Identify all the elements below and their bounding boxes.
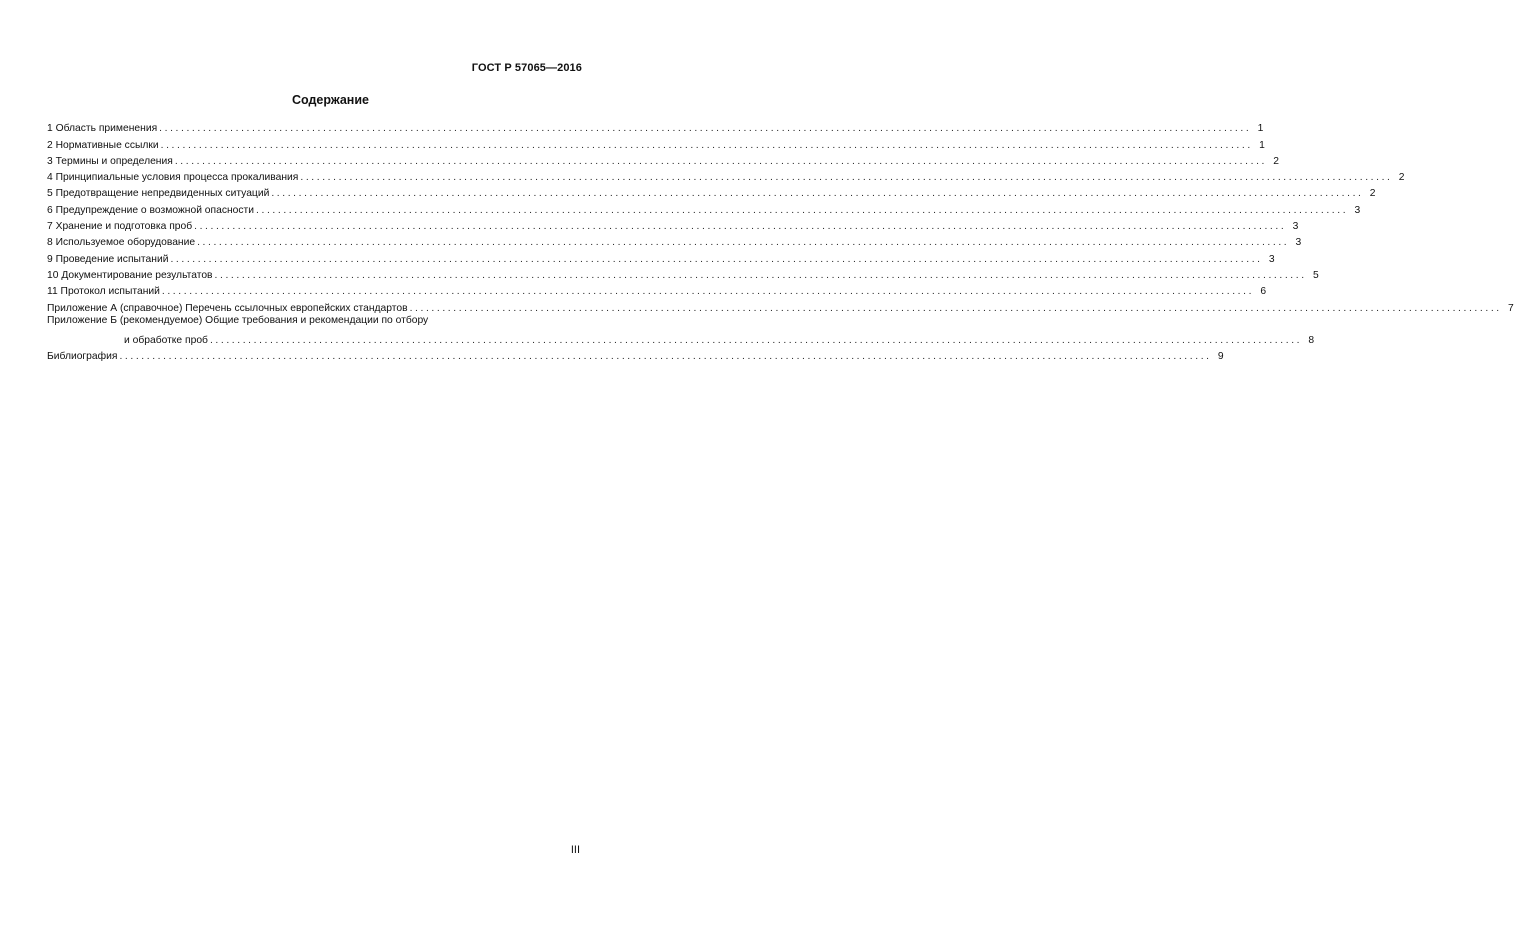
toc-entry-page: 2 [1398, 172, 1405, 184]
toc-entry-page: 1 [1259, 139, 1265, 151]
toc-entry-page: 3 [1292, 221, 1299, 233]
toc-leader-dots: ........................................................................................................................................................................................................ [119, 351, 1212, 363]
toc-leader-dots: ........................................................................................................................................................................................................ [271, 188, 1364, 200]
toc-entry-page: 3 [1268, 253, 1275, 265]
toc-entry-text: 2 Нормативные ссылки [47, 139, 159, 151]
toc-entry[interactable] [47, 184, 1376, 200]
page-number: III [570, 844, 580, 856]
toc-entry-text: 8 Используемое оборудование [47, 237, 196, 249]
toc-entry-page: 3 [1354, 204, 1361, 216]
toc-leader-dots: ........................................................................................................................................................................................................ [161, 286, 1255, 298]
toc-entry-text: 10 Документирование результатов [47, 269, 213, 281]
toc-entry[interactable] [47, 152, 1279, 168]
toc-entry-page: 9 [1217, 351, 1224, 363]
toc-entry-page: 2 [1273, 155, 1279, 167]
toc-entry-text: Библиография [47, 351, 118, 363]
toc-entry-page: 1 [1257, 123, 1264, 135]
toc-entry-appendix-b-line2[interactable] [47, 331, 1315, 347]
toc-leader-dots: ........................................................................................................................................................................................................ [159, 123, 1252, 135]
toc-leader-dots: ........................................................................................................................................................................................................ [209, 335, 1303, 347]
toc-leader-dots: ........................................................................................................................................................................................................ [214, 269, 1307, 281]
table-of-contents [47, 119, 1514, 363]
toc-entry-text: 7 Хранение и подготовка проб [47, 221, 193, 233]
toc-leader-dots: ........................................................................................................................................................................................................ [256, 204, 1349, 216]
toc-entry-text: 6 Предупреждение о возможной опасности [47, 204, 255, 216]
standard-code: ГОСТ Р 57065—2016 [471, 62, 582, 74]
toc-entry-text: 1 Область применения [47, 123, 158, 135]
toc-entry-appendix-b-line1[interactable] [47, 315, 583, 331]
toc-entry-text: 5 Предотвращение непредвиденных ситуаций [47, 188, 270, 200]
toc-entry[interactable] [47, 217, 1299, 233]
toc-leader-dots: ........................................................................................................................................................................................................ [194, 221, 1287, 233]
toc-entry-text: и обработке проб [124, 335, 208, 347]
toc-entry[interactable] [47, 119, 1264, 135]
toc-list [47, 119, 1514, 363]
toc-entry-text: Приложение Б (рекомендуемое) Общие требования и рекомендации по отбору [47, 314, 429, 326]
toc-entry[interactable] [47, 200, 1361, 216]
toc-leader-dots: ........................................................................................................................................................................................................ [300, 172, 1393, 184]
toc-entry[interactable] [47, 266, 1319, 282]
toc-entry-text: 9 Проведение испытаний [47, 253, 169, 265]
toc-entry-page: 6 [1260, 286, 1267, 298]
toc-entry-text: 3 Термины и определения [47, 155, 173, 167]
toc-entry[interactable] [47, 168, 1405, 184]
toc-title: Содержание [291, 93, 369, 107]
toc-entry-appendix-a[interactable] [47, 298, 1514, 314]
toc-leader-dots: ........................................................................................................................................................................................................ [170, 253, 1263, 265]
toc-entry[interactable] [47, 249, 1275, 265]
toc-entry-bibliography[interactable] [47, 347, 1224, 363]
toc-leader-dots: ........................................................................................................................................................................................................ [409, 302, 1502, 314]
toc-entry-page: 5 [1312, 269, 1319, 281]
toc-leader-dots: ........................................................................................................................................................................................................ [197, 237, 1290, 249]
toc-entry-text: Приложение А (справочное) Перечень ссылочных европейских стандартов [47, 302, 408, 314]
toc-entry[interactable] [47, 282, 1267, 298]
toc-entry-text: 4 Принципиальные условия процесса прокаливания [47, 172, 299, 184]
toc-leader-dots: ........................................................................................................................................................................................................ [160, 139, 1253, 151]
toc-entry[interactable] [47, 233, 1302, 249]
toc-entry-page: 2 [1369, 188, 1376, 200]
toc-leader-dots: ........................................................................................................................................................................................................ [174, 155, 1267, 167]
toc-entry[interactable] [47, 135, 1265, 151]
toc-entry-page: 7 [1508, 302, 1514, 314]
toc-entry-text: 11 Протокол испытаний [47, 286, 160, 298]
toc-entry-page: 3 [1295, 237, 1302, 249]
toc-entry-page: 8 [1308, 335, 1315, 347]
